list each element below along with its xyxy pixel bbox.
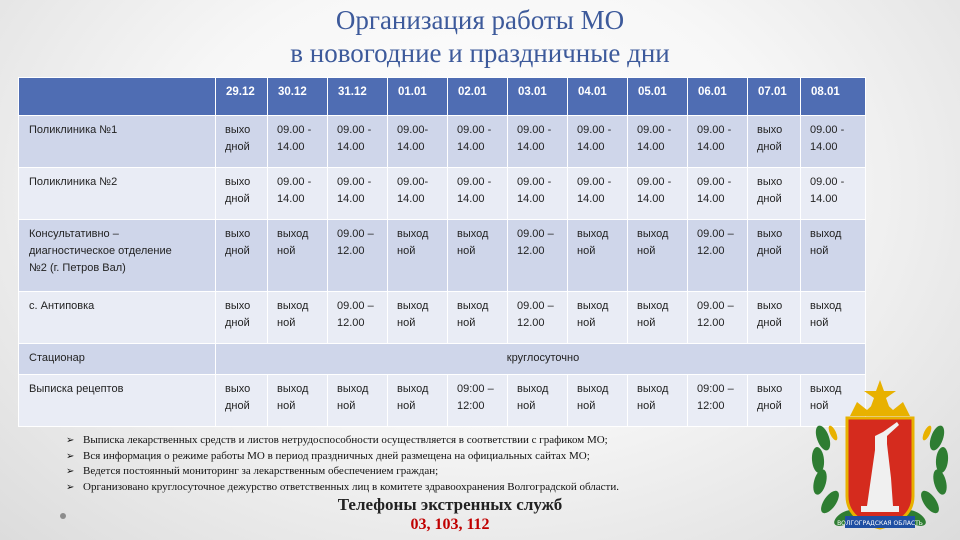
schedule-cell: выхо дной [216,116,268,168]
schedule-cell: выход ной [801,291,866,343]
schedule-cell: 09.00 – 12.00 [508,219,568,291]
date-header-10: 07.01 [748,78,801,116]
schedule-cell: выход ной [388,375,448,427]
emergency-phones-numbers: 03, 103, 112 [410,516,490,533]
date-header-9: 06.01 [688,78,748,116]
note-item [64,449,804,465]
schedule-cell: 09.00 - 14.00 [801,167,866,219]
schedule-cell: 09:00 – 12:00 [448,375,508,427]
schedule-cell: выхо дной [748,375,801,427]
schedule-cell: выход ной [448,219,508,291]
schedule-cell: 09.00 – 12.00 [328,219,388,291]
schedule-cell: выход ной [448,291,508,343]
note-item [64,433,804,449]
schedule-cell: 09.00 - 14.00 [628,116,688,168]
schedule-cell: 09.00 - 14.00 [688,116,748,168]
notes-list [64,433,804,495]
note-text: Вся информация о режиме работы МО в период праздничных дней размещена на официальных сайтах МО; [83,449,590,462]
schedule-cell: 09.00- 14.00 [388,167,448,219]
arrow-bullet-icon: ➢ [66,481,75,493]
row-label: Выписка рецептов [19,375,216,427]
note-text: Организовано круглосуточное дежурство ответственных лиц в комитете здравоохранения Волгоградской области. [83,480,619,493]
schedule-cell: выхо дной [216,167,268,219]
decorative-dot [60,513,66,519]
row-label: с. Антиповка [19,291,216,343]
date-header-4: 01.01 [388,78,448,116]
schedule-cell: 09.00 - 14.00 [688,167,748,219]
table-row [19,343,866,374]
schedule-cell: выхо дной [748,219,801,291]
merged-cell: круглосуточно [216,343,866,374]
schedule-cell: 09.00 - 14.00 [448,116,508,168]
schedule-cell: 09.00 - 14.00 [268,167,328,219]
schedule-cell: выход ной [628,291,688,343]
schedule-cell: 09.00 – 12.00 [328,291,388,343]
emblem-label: ВОЛГОГРАДСКАЯ ОБЛАСТЬ [837,520,923,527]
schedule-cell: 09.00 – 12.00 [688,219,748,291]
note-item [64,480,804,496]
note-text: Ведется постоянный мониторинг за лекарственным обеспечением граждан; [83,465,439,477]
schedule-cell: выход ной [388,219,448,291]
note-item [64,464,804,480]
schedule-cell: выход ной [801,219,866,291]
arrow-bullet-icon: ➢ [66,435,75,446]
date-header-7: 04.01 [568,78,628,116]
date-header-11: 08.01 [801,78,866,116]
row-label: Поликлиника №2 [19,167,216,219]
row-label: Консультативно – диагностическое отделение №2 (г. Петров Вал) [19,219,216,291]
volgograd-region-emblem-icon [805,378,955,538]
table-row [19,219,866,291]
date-header-3: 31.12 [328,78,388,116]
arrow-bullet-icon: ➢ [66,450,75,462]
header-empty-cell [19,78,216,116]
title-line-2: в новогодние и праздничные дни [290,38,670,68]
schedule-cell: 09.00 – 12.00 [688,291,748,343]
schedule-cell: 09.00 – 12.00 [508,291,568,343]
arrow-bullet-icon: ➢ [66,466,75,477]
schedule-cell: выход ной [268,219,328,291]
table-row [19,116,866,168]
schedule-cell: выход ной [268,375,328,427]
schedule-cell: 09.00 - 14.00 [448,167,508,219]
schedule-cell: 09.00 - 14.00 [628,167,688,219]
table-row [19,375,866,427]
date-header-5: 02.01 [448,78,508,116]
schedule-cell: выход ной [568,291,628,343]
schedule-cell: выход ной [628,375,688,427]
row-label: Поликлиника №1 [19,116,216,168]
schedule-cell: 09.00 - 14.00 [801,116,866,168]
schedule-cell: выход ной [268,291,328,343]
schedule-cell: выход ной [801,375,866,427]
schedule-cell: 09.00 - 14.00 [568,116,628,168]
schedule-cell: 09.00 - 14.00 [568,167,628,219]
schedule-cell: 09.00- 14.00 [388,116,448,168]
schedule-cell: выход ной [508,375,568,427]
schedule-table [18,77,866,427]
note-text: Выписка лекарственных средств и листов нетрудоспособности осуществляется в соответствии с графиком МО; [83,434,608,446]
schedule-cell: 09.00 - 14.00 [508,167,568,219]
schedule-cell: выхо дной [216,291,268,343]
schedule-cell: 09:00 – 12:00 [688,375,748,427]
page-title [0,4,960,70]
table-row [19,291,866,343]
schedule-cell: выход ной [568,219,628,291]
schedule-cell: 09.00 - 14.00 [268,116,328,168]
schedule-cell: выхо дной [216,375,268,427]
schedule-cell: выход ной [628,219,688,291]
title-line-1: Организация работы МО [335,5,625,35]
date-header-1: 29.12 [216,78,268,116]
schedule-cell: 09.00 - 14.00 [328,116,388,168]
date-header-2: 30.12 [268,78,328,116]
schedule-cell: выхо дной [748,291,801,343]
schedule-cell: выхо дной [748,167,801,219]
date-header-6: 03.01 [508,78,568,116]
schedule-cell: 09.00 - 14.00 [328,167,388,219]
date-header-8: 05.01 [628,78,688,116]
schedule-cell: выход ной [328,375,388,427]
schedule-cell: выход ной [568,375,628,427]
row-label: Стационар [19,343,216,374]
schedule-cell: выход ной [388,291,448,343]
table-header-row [19,78,866,116]
emergency-phones-title: Телефоны экстренных служб [337,495,563,514]
table-row [19,167,866,219]
schedule-cell: 09.00 - 14.00 [508,116,568,168]
schedule-cell: выхо дной [216,219,268,291]
schedule-cell: выхо дной [748,116,801,168]
